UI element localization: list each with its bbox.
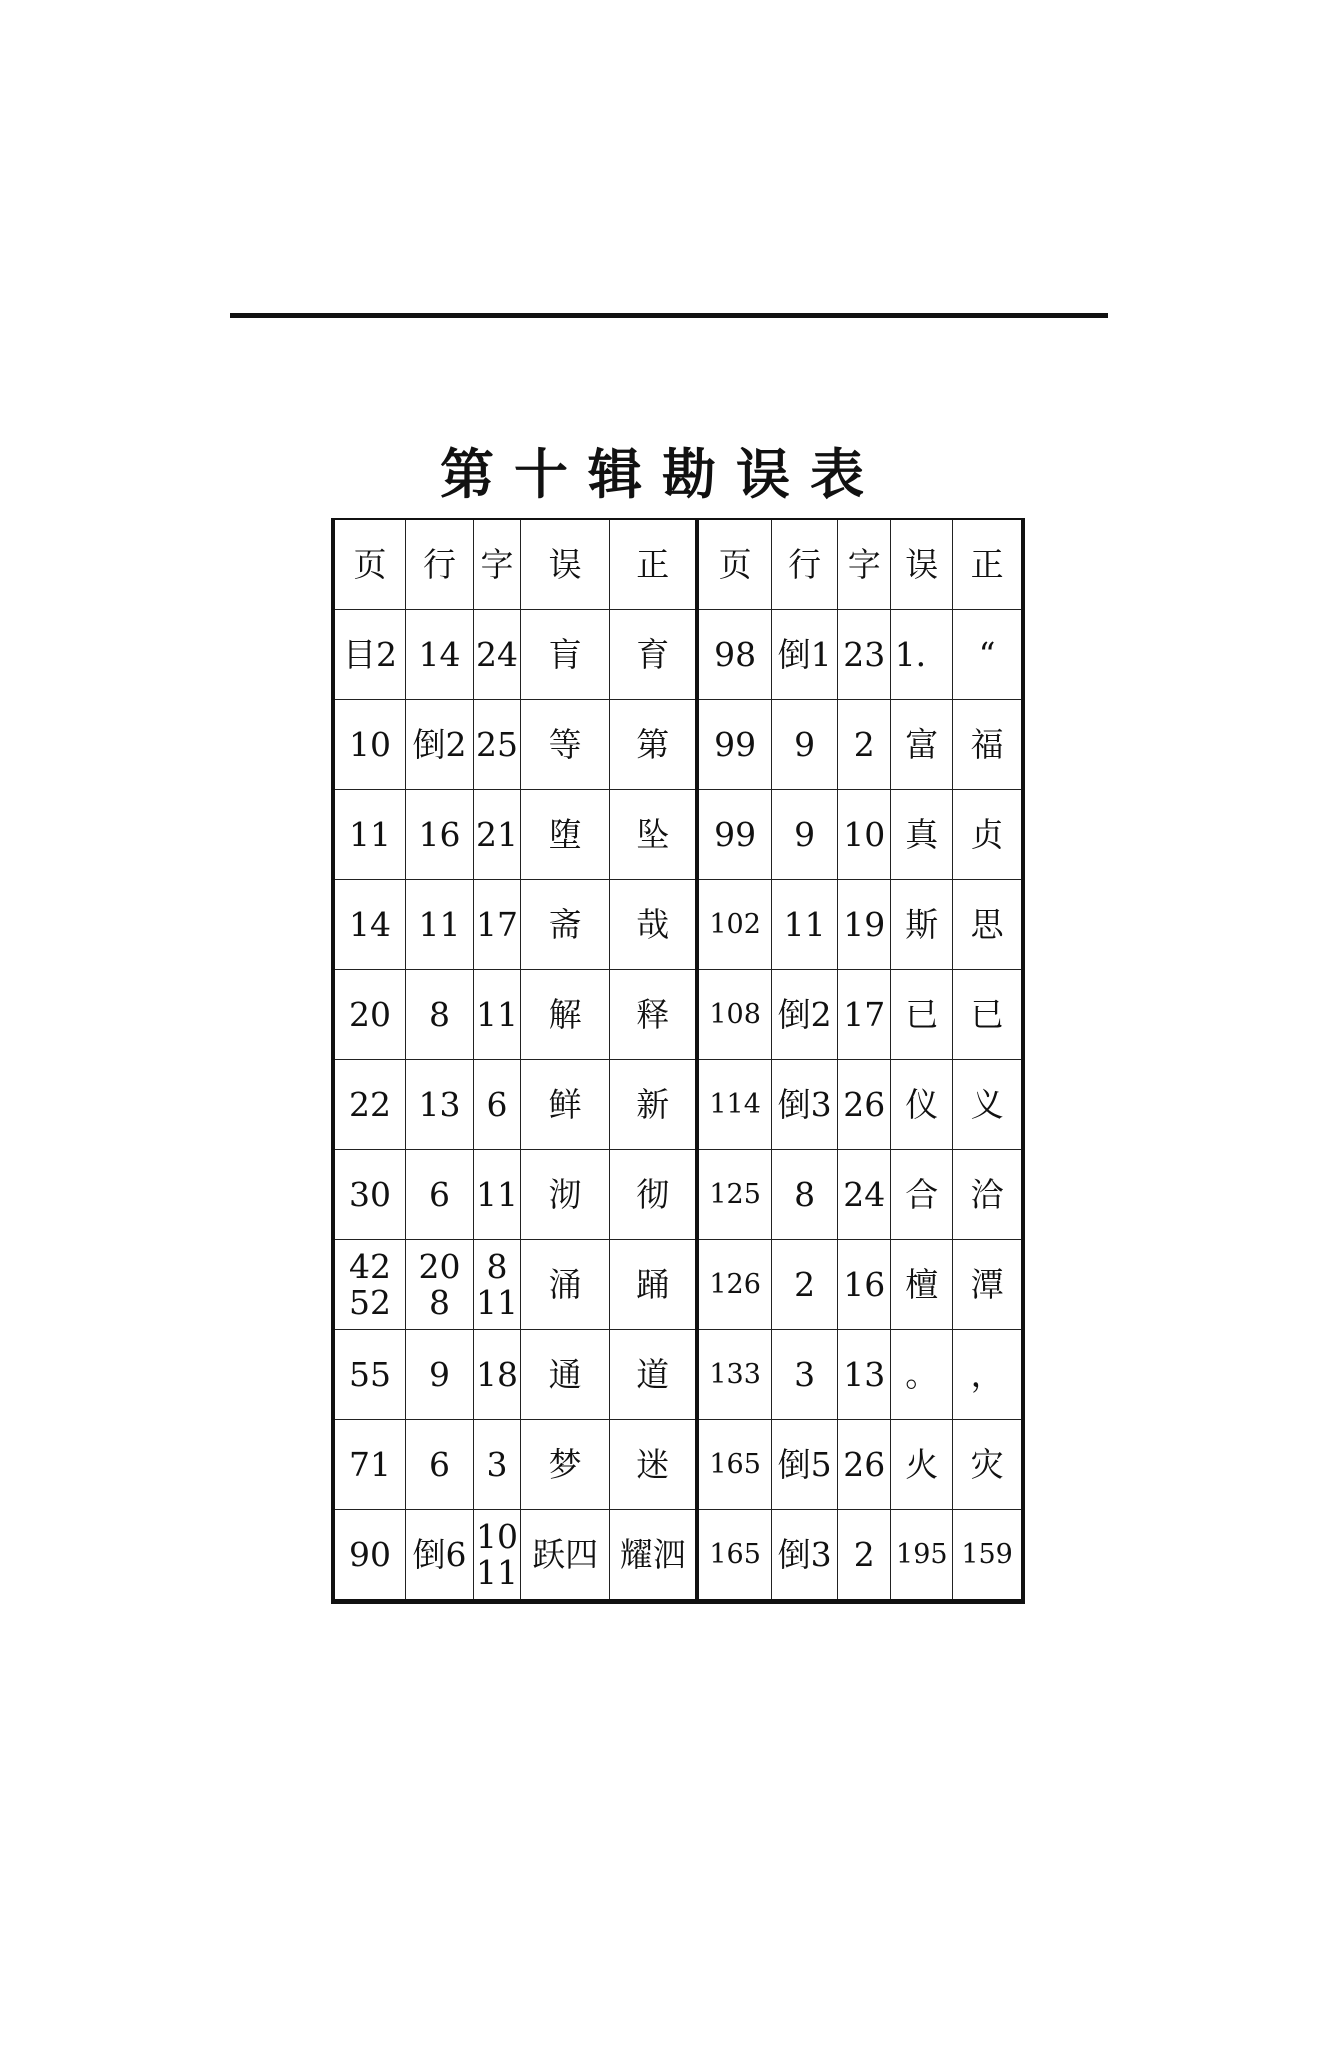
table-cell: 9 <box>405 1330 473 1420</box>
table-cell: 潭 <box>953 1240 1023 1330</box>
table-cell: 2 <box>772 1240 838 1330</box>
table-cell: 17 <box>838 970 891 1060</box>
table-cell: 8 <box>772 1150 838 1240</box>
table-cell: 彻 <box>610 1150 697 1240</box>
errata-table-body <box>333 519 1023 1602</box>
header-row <box>333 519 1023 610</box>
table-cell: “ <box>953 610 1023 700</box>
table-cell: 102 <box>697 880 772 970</box>
table-row <box>333 970 1023 1060</box>
table-cell: 11 <box>405 880 473 970</box>
table-row <box>333 610 1023 700</box>
table-cell: 斋 <box>520 880 609 970</box>
table-row <box>333 790 1023 880</box>
header-cell: 误 <box>520 519 609 610</box>
table-cell: 耀泗 <box>610 1510 697 1602</box>
table-cell: 6 <box>405 1150 473 1240</box>
table-cell <box>333 1240 405 1330</box>
table-cell: 跃四 <box>520 1510 609 1602</box>
table-cell: 6 <box>405 1420 473 1510</box>
table-cell: 3 <box>772 1330 838 1420</box>
table-cell: 26 <box>838 1060 891 1150</box>
table-cell: 。 <box>891 1330 953 1420</box>
table-cell: 仪 <box>891 1060 953 1150</box>
table-cell: 30 <box>333 1150 405 1240</box>
table-cell: 24 <box>474 610 521 700</box>
table-cell: 9 <box>772 700 838 790</box>
header-cell: 字 <box>838 519 891 610</box>
stacked-value: 8 <box>486 1246 508 1286</box>
table-cell: 71 <box>333 1420 405 1510</box>
table-cell: 98 <box>697 610 772 700</box>
table-cell: 99 <box>697 700 772 790</box>
table-row <box>333 1330 1023 1420</box>
header-cell: 页 <box>333 519 405 610</box>
table-cell: 133 <box>697 1330 772 1420</box>
table-row <box>333 1150 1023 1240</box>
table-cell: 释 <box>610 970 697 1060</box>
table-cell: 14 <box>333 880 405 970</box>
table-cell: 富 <box>891 700 953 790</box>
table-cell: 6 <box>474 1060 521 1150</box>
table-cell: 13 <box>838 1330 891 1420</box>
table-cell: 165 <box>697 1420 772 1510</box>
table-cell: 道 <box>610 1330 697 1420</box>
table-cell: 檀 <box>891 1240 953 1330</box>
table-cell: 肓 <box>520 610 609 700</box>
table-cell: 新 <box>610 1060 697 1150</box>
table-cell: 涌 <box>520 1240 609 1330</box>
table-cell: 55 <box>333 1330 405 1420</box>
table-cell: 17 <box>474 880 521 970</box>
table-cell: 21 <box>474 790 521 880</box>
table-cell: 斯 <box>891 880 953 970</box>
table-cell: 25 <box>474 700 521 790</box>
table-cell: 195 <box>891 1510 953 1602</box>
stacked-value: 8 <box>428 1282 450 1322</box>
table-cell: 火 <box>891 1420 953 1510</box>
table-cell <box>405 1240 473 1330</box>
table-cell: 踊 <box>610 1240 697 1330</box>
table-cell: 梦 <box>520 1420 609 1510</box>
table-cell: 思 <box>953 880 1023 970</box>
table-cell: 18 <box>474 1330 521 1420</box>
table-row <box>333 1420 1023 1510</box>
table-cell <box>474 1510 521 1602</box>
table-cell: 倒1 <box>772 610 838 700</box>
table-cell: 鲜 <box>520 1060 609 1150</box>
table-cell: 解 <box>520 970 609 1060</box>
table-cell: 等 <box>520 700 609 790</box>
table-cell: 贞 <box>953 790 1023 880</box>
table-row <box>333 1510 1023 1602</box>
table-cell: 1． <box>891 610 953 700</box>
stacked-values <box>335 1246 405 1322</box>
header-cell: 误 <box>891 519 953 610</box>
table-row <box>333 880 1023 970</box>
table-cell: 2 <box>838 1510 891 1602</box>
table-row <box>333 1060 1023 1150</box>
stacked-value: 11 <box>475 1552 518 1592</box>
table-cell: 目2 <box>333 610 405 700</box>
stacked-values <box>474 1246 520 1322</box>
header-cell: 页 <box>697 519 772 610</box>
table-cell: 16 <box>838 1240 891 1330</box>
table-cell <box>474 1240 521 1330</box>
table-cell: 19 <box>838 880 891 970</box>
stacked-values <box>474 1516 520 1592</box>
table-cell: 159 <box>953 1510 1023 1602</box>
table-cell: 11 <box>474 970 521 1060</box>
table-cell: 哉 <box>610 880 697 970</box>
table-cell: 14 <box>405 610 473 700</box>
table-cell: 沏 <box>520 1150 609 1240</box>
stacked-value: 52 <box>348 1282 391 1322</box>
table-cell: 已 <box>953 970 1023 1060</box>
table-cell: 倒2 <box>405 700 473 790</box>
table-cell: 倒5 <box>772 1420 838 1510</box>
table-cell: ， <box>953 1330 1023 1420</box>
header-cell: 行 <box>772 519 838 610</box>
table-cell: 迷 <box>610 1420 697 1510</box>
table-cell: 20 <box>333 970 405 1060</box>
table-cell: 24 <box>838 1150 891 1240</box>
table-cell: 育 <box>610 610 697 700</box>
table-cell: 23 <box>838 610 891 700</box>
table-cell: 洽 <box>953 1150 1023 1240</box>
errata-table <box>331 518 1025 1604</box>
header-cell: 正 <box>610 519 697 610</box>
table-cell: 114 <box>697 1060 772 1150</box>
table-row <box>333 1240 1023 1330</box>
table-cell: 福 <box>953 700 1023 790</box>
table-cell: 堕 <box>520 790 609 880</box>
table-cell: 22 <box>333 1060 405 1150</box>
table-cell: 10 <box>333 700 405 790</box>
header-cell: 字 <box>474 519 521 610</box>
table-cell: 合 <box>891 1150 953 1240</box>
table-cell: 8 <box>405 970 473 1060</box>
table-cell: 倒3 <box>772 1510 838 1602</box>
table-cell: 第 <box>610 700 697 790</box>
header-cell: 正 <box>953 519 1023 610</box>
table-cell: 9 <box>772 790 838 880</box>
header-cell: 行 <box>405 519 473 610</box>
table-cell: 99 <box>697 790 772 880</box>
table-cell: 真 <box>891 790 953 880</box>
stacked-value: 20 <box>418 1246 461 1286</box>
table-cell: 108 <box>697 970 772 1060</box>
table-cell: 坠 <box>610 790 697 880</box>
table-cell: 倒2 <box>772 970 838 1060</box>
table-cell: 义 <box>953 1060 1023 1150</box>
table-cell: 26 <box>838 1420 891 1510</box>
table-cell: 通 <box>520 1330 609 1420</box>
stacked-value: 42 <box>348 1246 391 1286</box>
top-rule <box>230 313 1108 318</box>
table-cell: 倒3 <box>772 1060 838 1150</box>
stacked-value: 11 <box>475 1282 518 1322</box>
table-cell: 11 <box>333 790 405 880</box>
table-cell: 灾 <box>953 1420 1023 1510</box>
table-cell: 16 <box>405 790 473 880</box>
table-cell: 126 <box>697 1240 772 1330</box>
table-cell: 90 <box>333 1510 405 1602</box>
table-cell: 11 <box>772 880 838 970</box>
table-row <box>333 700 1023 790</box>
table-cell: 2 <box>838 700 891 790</box>
table-cell: 3 <box>474 1420 521 1510</box>
page-title: 第十辑勘误表 <box>440 443 884 506</box>
table-cell: 165 <box>697 1510 772 1602</box>
table-cell: 125 <box>697 1150 772 1240</box>
table-cell: 10 <box>838 790 891 880</box>
table-cell: 已 <box>891 970 953 1060</box>
table-cell: 倒6 <box>405 1510 473 1602</box>
table-cell: 13 <box>405 1060 473 1150</box>
stacked-value: 10 <box>475 1516 518 1556</box>
stacked-values <box>406 1246 473 1322</box>
table-cell: 11 <box>474 1150 521 1240</box>
